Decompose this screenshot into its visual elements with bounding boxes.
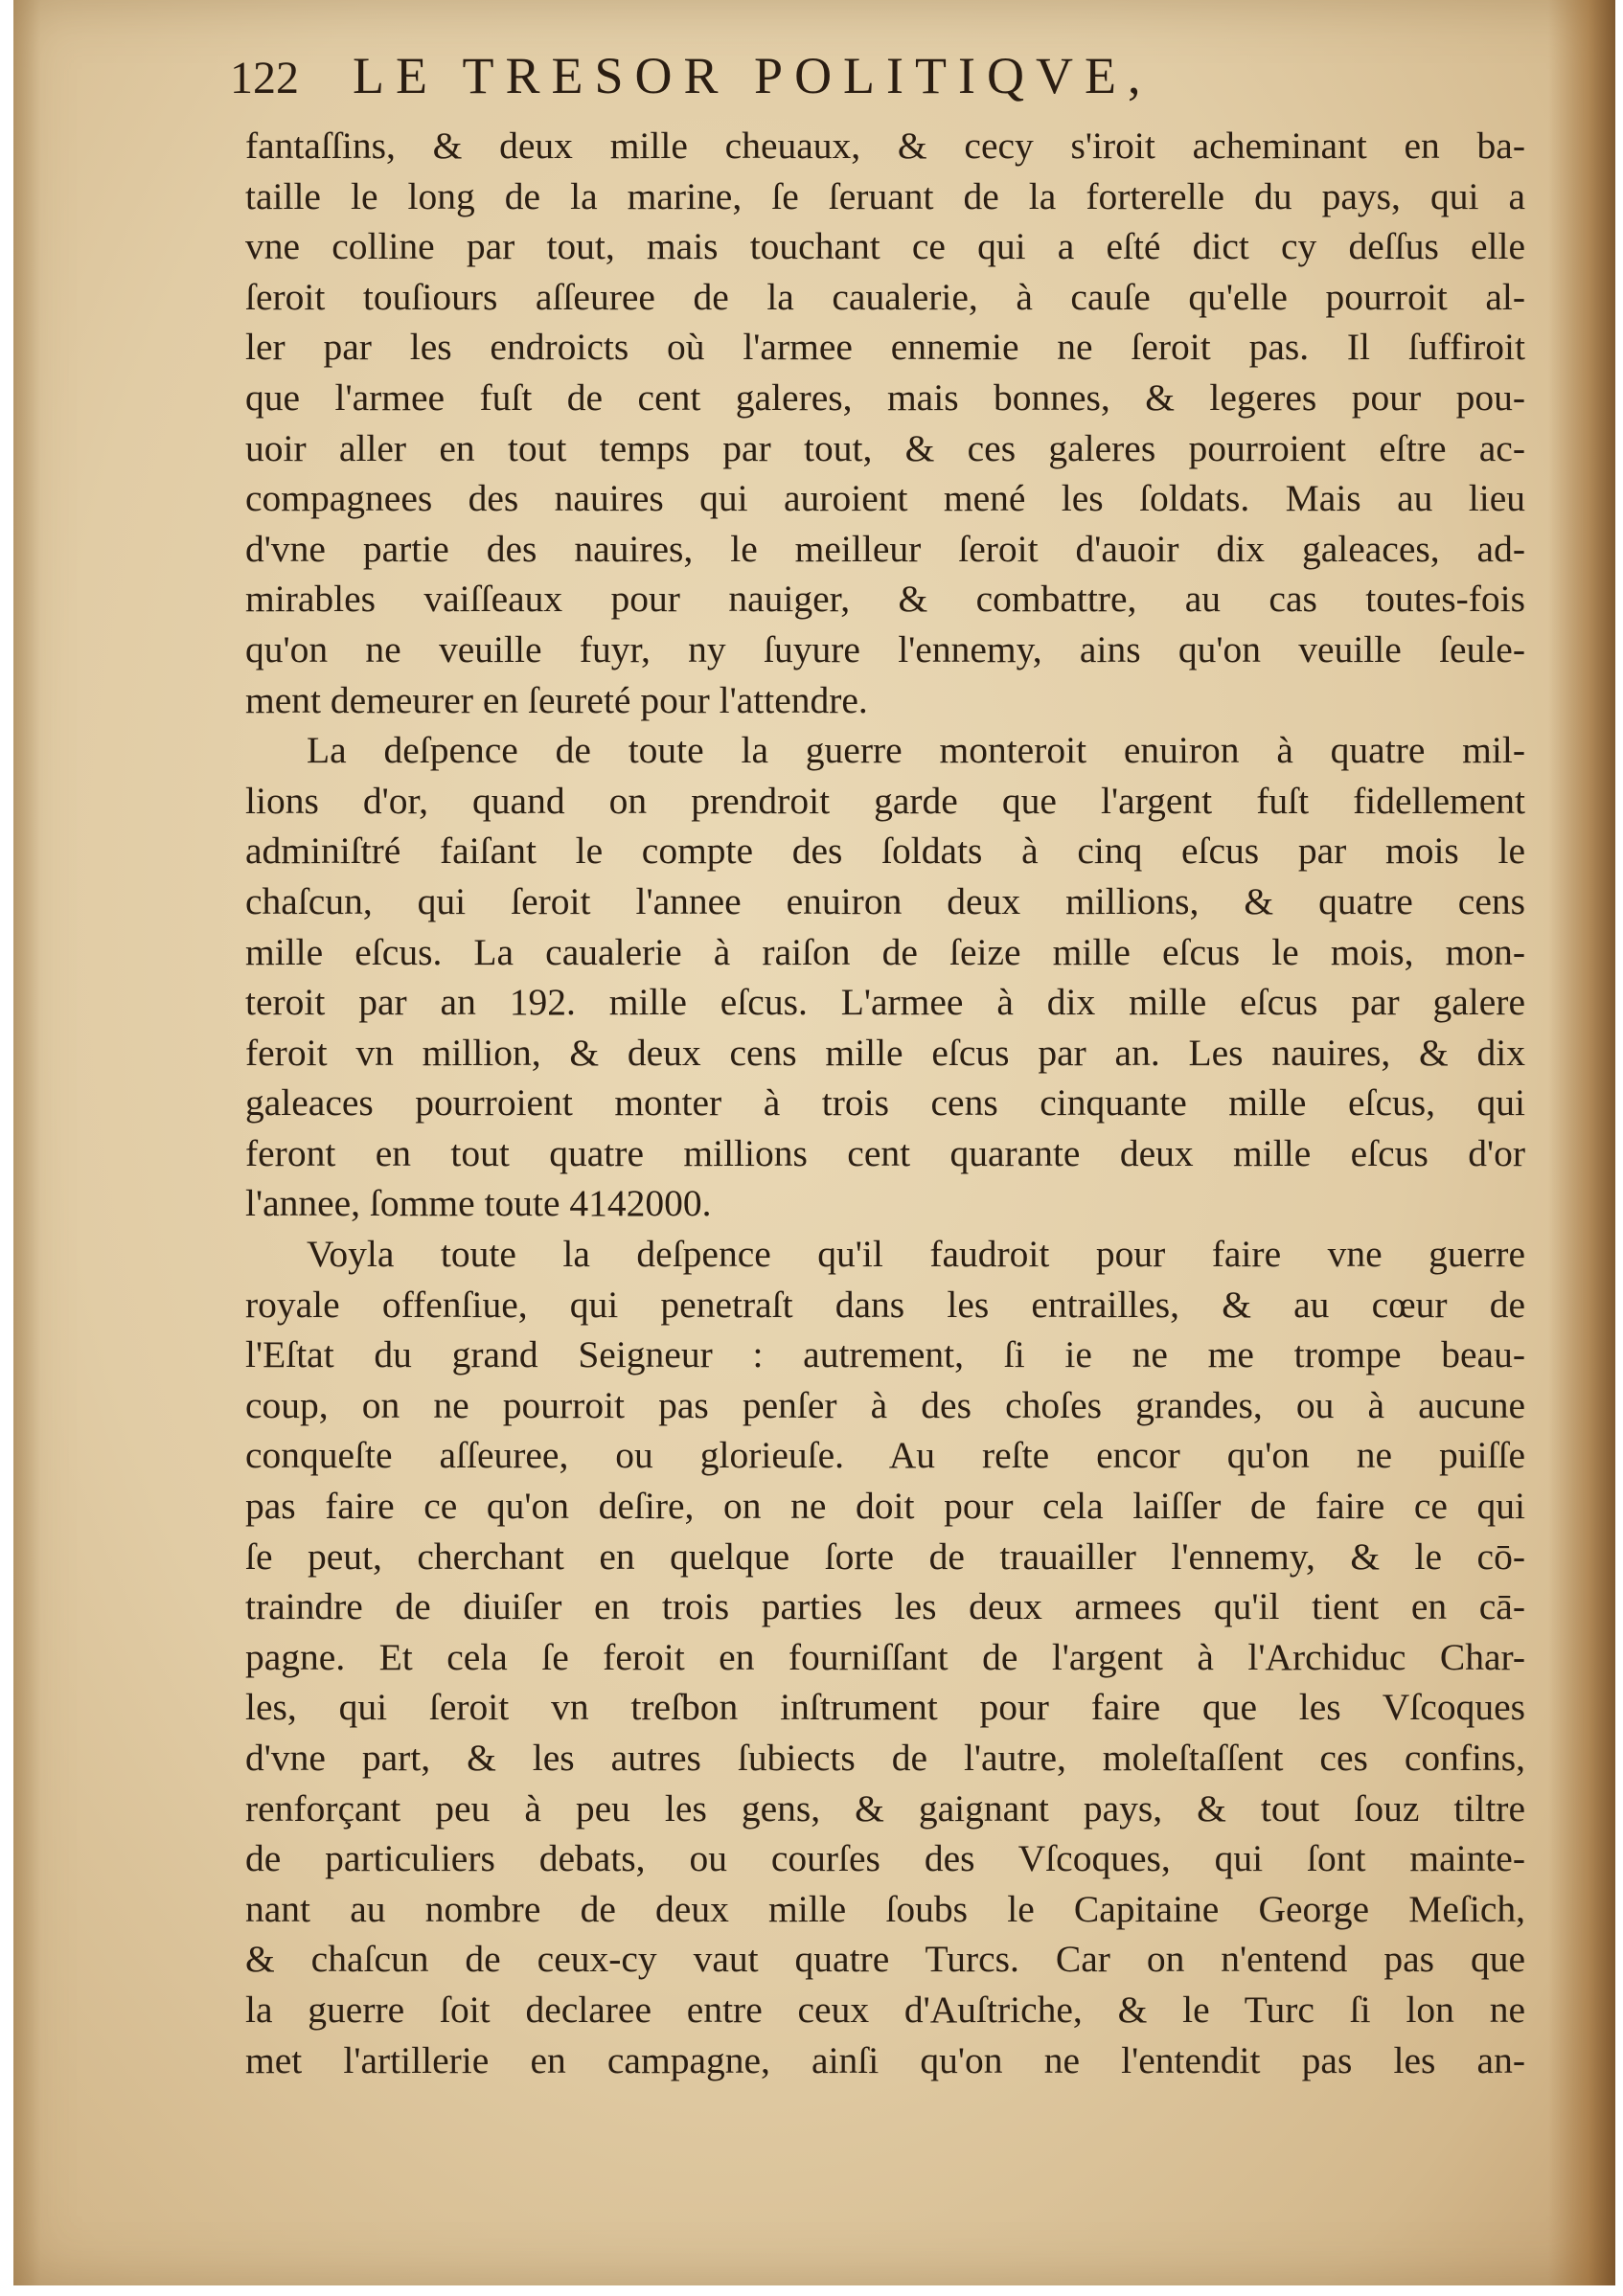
- text-line: l'annee, ſomme toute 4142000.: [245, 1182, 712, 1225]
- page-left-edge: [13, 0, 40, 2285]
- text-line: les, qui ſeroit vn treſbon inſtrument pour faire que les Vſcoques: [245, 1686, 1525, 1729]
- text-line: feront en tout quatre millions cent quarante deux mille eſcus d'or: [245, 1131, 1525, 1174]
- text-line: La deſpence de toute la guerre monteroit enuiron à quatre mil-: [307, 729, 1525, 772]
- text-line: ſeroit touſiours aſſeuree de la caualerie, à cauſe qu'elle pourroit al-: [245, 275, 1525, 318]
- text-line: teroit par an 192. mille eſcus. L'armee à dix mille eſcus par galere: [245, 981, 1525, 1024]
- text-line: ment demeurer en ſeureté pour l'attendre.: [245, 678, 868, 721]
- text-line: nant au nombre de deux mille ſoubs le Capitaine George Meſich,: [245, 1887, 1525, 1930]
- text-line: Voyla toute la deſpence qu'il faudroit pour faire vne guerre: [307, 1233, 1525, 1276]
- text-line: feroit vn million, & deux cens mille eſcus par an. Les nauires, & dix: [245, 1031, 1525, 1074]
- text-line: la guerre ſoit declaree entre ceux d'Auſtriche, & le Turc ſi lon ne: [245, 1988, 1525, 2031]
- text-line: ler par les endroicts où l'armee ennemie ne ſeroit pas. Il ſuffiroit: [245, 326, 1525, 369]
- book-page: [13, 0, 1615, 2285]
- text-line: taille le long de la marine, ſe ſeruant de la forterelle du pays, qui a: [245, 174, 1525, 217]
- text-line: adminiſtré faiſant le compte des ſoldats à cinq eſcus par mois le: [245, 830, 1525, 873]
- text-line: renforçant peu à peu les gens, & gaignant pays, & tout ſouz tiltre: [245, 1786, 1525, 1830]
- text-line: d'vne part, & les autres ſubiects de l'autre, moleſtaſſent ces confins,: [245, 1737, 1525, 1779]
- text-line: uoir aller en tout temps par tout, & ces galeres pourroient eſtre ac-: [245, 426, 1525, 469]
- text-line: royale offenſiue, qui penetraſt dans les entrailles, & au cœur de: [245, 1283, 1525, 1326]
- text-line: pas faire ce qu'on deſire, on ne doit pour cela laiſſer de faire ce qui: [245, 1485, 1525, 1528]
- text-line: ſe peut, cherchant en quelque ſorte de trauailler l'ennemy, & le cō-: [245, 1534, 1525, 1578]
- text-line: galeaces pourroient monter à trois cens cinquante mille eſcus, qui: [245, 1081, 1525, 1125]
- text-line: d'vne partie des nauires, le meilleur ſeroit d'auoir dix galeaces, ad-: [245, 527, 1525, 570]
- text-line: chaſcun, qui ſeroit l'annee enuiron deux millions, & quatre cens: [245, 879, 1525, 922]
- paragraph-1: [245, 121, 1525, 725]
- page-header: [230, 46, 1380, 113]
- text-line: & chaſcun de ceux-cy vaut quatre Turcs. Car on n'entend pas que: [245, 1938, 1525, 1981]
- body-text: [245, 121, 1525, 2085]
- text-line: compagnees des nauires qui auroient mené les ſoldats. Mais au lieu: [245, 477, 1525, 520]
- paragraph-2: [245, 725, 1525, 1229]
- text-line: que l'armee fuſt de cent galeres, mais bonnes, & legeres pour pou-: [245, 375, 1525, 419]
- text-line: de particuliers debats, ou courſes des Vſcoques, qui ſont mainte-: [245, 1837, 1525, 1880]
- text-line: vne colline par tout, mais touchant ce qui a eſté dict cy deſſus elle: [245, 225, 1525, 268]
- text-line: qu'on ne veuille fuyr, ny ſuyure l'ennemy, ains qu'on veuille ſeule-: [245, 627, 1525, 671]
- text-line: coup, on ne pourroit pas penſer à des choſes grandes, ou à aucune: [245, 1383, 1525, 1426]
- page-gutter-shadow: [1548, 0, 1615, 2285]
- text-line: mille eſcus. La caualerie à raiſon de ſeize mille eſcus le mois, mon-: [245, 930, 1525, 973]
- paragraph-3: [245, 1229, 1525, 2085]
- text-line: conqueſte aſſeuree, ou glorieuſe. Au reſte encor qu'on ne puiſſe: [245, 1434, 1525, 1477]
- running-title: LE TRESOR POLITIQVE,: [353, 47, 1153, 104]
- page-number: 122: [230, 53, 299, 103]
- text-line: fantaſſins, & deux mille cheuaux, & cecy s'iroit acheminant en ba-: [245, 125, 1525, 167]
- text-line: l'Eſtat du grand Seigneur : autrement, ſi ie ne me trompe beau-: [245, 1333, 1525, 1376]
- text-line: lions d'or, quand on prendroit garde que l'argent fuſt fidellement: [245, 779, 1525, 822]
- text-line: mirables vaiſſeaux pour nauiger, & combattre, au cas toutes-fois: [245, 578, 1525, 621]
- text-line: met l'artillerie en campagne, ainſi qu'on ne l'entendit pas les an-: [245, 2038, 1525, 2081]
- text-line: pagne. Et cela ſe feroit en fourniſſant de l'argent à l'Archiduc Char-: [245, 1635, 1525, 1678]
- text-line: traindre de diuiſer en trois parties les deux armees qu'il tient en cā-: [245, 1585, 1525, 1628]
